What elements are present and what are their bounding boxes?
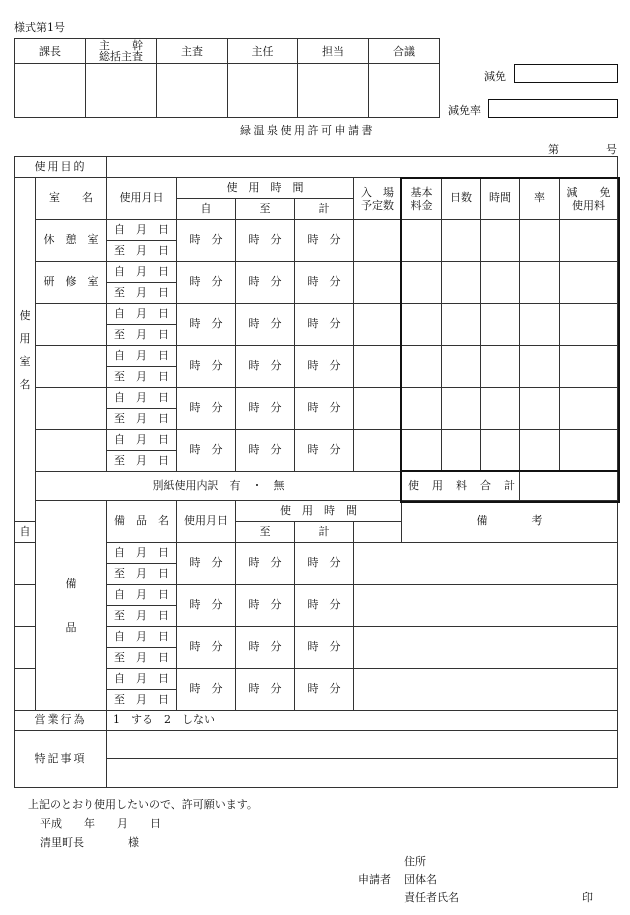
equipment-date-header: 使用月日 (177, 501, 236, 543)
approval-stamp-cell[interactable] (86, 64, 157, 118)
room-time-to[interactable]: 時 分 (236, 388, 295, 430)
equipment-name-cell[interactable] (15, 669, 36, 711)
room-fee-cell[interactable] (402, 262, 442, 304)
room-fee-cell[interactable] (520, 388, 560, 430)
room-fee-cell[interactable] (402, 304, 442, 346)
equipment-time-total[interactable]: 時 分 (295, 585, 354, 627)
equipment-time-total[interactable]: 時 分 (295, 627, 354, 669)
room-fee-cell[interactable] (560, 262, 618, 304)
room-date-to[interactable]: 至 月 日 (107, 367, 177, 388)
equipment-time-to[interactable]: 時 分 (236, 585, 295, 627)
address-label: 住所 (404, 855, 426, 868)
room-date-from[interactable]: 自 月 日 (107, 388, 177, 409)
equipment-name-cell[interactable] (15, 627, 36, 669)
equipment-time-total[interactable]: 時 分 (295, 669, 354, 711)
room-time-total[interactable]: 時 分 (295, 304, 354, 346)
room-fee-cell[interactable] (354, 430, 402, 472)
room-fee-cell[interactable] (402, 346, 442, 388)
room-date-from[interactable]: 自 月 日 (107, 220, 177, 241)
approval-header: 主 幹 総括主査 (86, 39, 157, 64)
room-fee-cell[interactable] (481, 262, 520, 304)
equipment-name-header: 備 品 名 (107, 501, 177, 543)
equipment-date-to[interactable]: 至 月 日 (107, 564, 177, 585)
room-fee-cell[interactable] (442, 220, 481, 262)
equipment-time-to[interactable]: 時 分 (236, 627, 295, 669)
fee-total-value[interactable] (520, 472, 618, 501)
room-fee-cell[interactable] (402, 220, 442, 262)
equipment-time-from[interactable]: 時 分 (177, 669, 236, 711)
reduced-fee-header: 減 免 使用料 (560, 178, 618, 220)
room-fee-cell[interactable] (354, 220, 402, 262)
reduction-input[interactable] (514, 64, 618, 83)
approval-table (14, 38, 440, 118)
room-fee-cell[interactable] (354, 262, 402, 304)
equipment-section-label (36, 501, 107, 711)
room-time-total[interactable]: 時 分 (295, 388, 354, 430)
room-name-cell[interactable]: 研 修 室 (36, 262, 107, 304)
room-fee-cell[interactable] (560, 220, 618, 262)
rate-header: 率 (520, 178, 560, 220)
room-time-to[interactable]: 時 分 (236, 262, 295, 304)
room-fee-cell[interactable] (442, 430, 481, 472)
room-date-from[interactable]: 自 月 日 (107, 304, 177, 325)
days-header: 日数 (442, 178, 481, 220)
business-options[interactable]: 1 する 2 しない (107, 711, 618, 731)
statement: 上記のとおり使用したいので、許可願います。 (28, 798, 258, 811)
room-date-to[interactable]: 至 月 日 (107, 283, 177, 304)
room-name-cell[interactable] (36, 430, 107, 472)
room-fee-cell[interactable] (481, 430, 520, 472)
date-line: 平成 年 月 日 (40, 817, 161, 830)
equipment-remarks-cell[interactable] (354, 585, 618, 627)
room-time-total[interactable]: 時 分 (295, 430, 354, 472)
responsible-label: 責任者氏名 (404, 891, 459, 904)
approval-header: 担当 (298, 39, 369, 64)
special-line-2[interactable] (107, 759, 618, 788)
applicant-label: 申請者 (358, 873, 391, 886)
room-time-to[interactable]: 時 分 (236, 304, 295, 346)
equipment-time-from[interactable]: 時 分 (177, 585, 236, 627)
equipment-date-to[interactable]: 至 月 日 (107, 690, 177, 711)
room-name-cell[interactable]: 休 憩 室 (36, 220, 107, 262)
time-to-header: 至 (236, 199, 295, 220)
equipment-time-to[interactable]: 時 分 (236, 669, 295, 711)
room-fee-cell[interactable] (520, 430, 560, 472)
equipment-date-from[interactable]: 自 月 日 (107, 669, 177, 690)
equipment-name-cell[interactable] (15, 585, 36, 627)
equipment-date-from[interactable]: 自 月 日 (107, 627, 177, 648)
room-fee-cell[interactable] (520, 304, 560, 346)
room-time-header: 使 用 時 間 (177, 178, 354, 199)
room-fee-cell[interactable] (481, 304, 520, 346)
room-fee-cell[interactable] (442, 262, 481, 304)
room-date-to[interactable]: 至 月 日 (107, 241, 177, 262)
equipment-date-to[interactable]: 至 月 日 (107, 648, 177, 669)
equipment-name-cell[interactable] (15, 543, 36, 585)
room-fee-cell[interactable] (442, 346, 481, 388)
room-name-cell[interactable] (36, 388, 107, 430)
room-fee-cell[interactable] (481, 388, 520, 430)
room-fee-cell[interactable] (481, 220, 520, 262)
equipment-date-from[interactable]: 自 月 日 (107, 585, 177, 606)
equipment-time-from-header: 自 (15, 522, 36, 543)
room-time-total[interactable]: 時 分 (295, 262, 354, 304)
equipment-remarks-cell[interactable] (354, 543, 618, 585)
room-fee-cell[interactable] (354, 388, 402, 430)
doc-number-go: 号 (606, 143, 617, 156)
approval-header: 課長 (15, 39, 86, 64)
equipment-remarks-cell[interactable] (354, 669, 618, 711)
equipment-time-to-header: 至 (236, 522, 295, 543)
room-name-header: 室 名 (36, 178, 107, 220)
room-name-cell[interactable] (36, 346, 107, 388)
fee-total-label: 使 用 料 合 計 (402, 472, 520, 501)
room-date-header: 使用月日 (107, 178, 177, 220)
room-fee-cell[interactable] (402, 430, 442, 472)
room-name-cell[interactable] (36, 304, 107, 346)
equipment-time-total-header: 計 (295, 522, 354, 543)
approval-header: 主任 (228, 39, 298, 64)
approval-header: 合議 (369, 39, 440, 64)
room-time-total[interactable]: 時 分 (295, 220, 354, 262)
fee-divider (400, 470, 620, 472)
room-fee-cell[interactable] (402, 388, 442, 430)
attendance-header: 入 場 予定数 (354, 178, 402, 220)
room-fee-cell[interactable] (354, 346, 402, 388)
room-date-to[interactable]: 至 月 日 (107, 409, 177, 430)
room-fee-cell[interactable] (520, 220, 560, 262)
room-date-from[interactable]: 自 月 日 (107, 430, 177, 451)
room-time-from[interactable]: 時 分 (177, 430, 236, 472)
room-fee-cell[interactable] (560, 388, 618, 430)
room-fee-cell[interactable] (560, 346, 618, 388)
group-label: 団体名 (404, 873, 437, 886)
equipment-time-header: 使 用 時 間 (236, 501, 402, 522)
purpose-label: 使用目的 (15, 157, 107, 178)
room-time-to[interactable]: 時 分 (236, 346, 295, 388)
special-label: 特記事項 (15, 731, 107, 788)
attachment-note[interactable]: 別紙使用内訳 有 ・ 無 (36, 472, 402, 501)
room-time-to[interactable]: 時 分 (236, 220, 295, 262)
seal-mark: 印 (582, 891, 593, 904)
addressee: 清里町長 様 (40, 836, 139, 849)
equipment-time-from[interactable]: 時 分 (177, 543, 236, 585)
room-time-from[interactable]: 時 分 (177, 346, 236, 388)
application-table (14, 156, 618, 788)
special-line-1[interactable] (107, 731, 618, 759)
room-fee-cell[interactable] (560, 304, 618, 346)
equipment-date-from[interactable]: 自 月 日 (107, 543, 177, 564)
hours-header: 時間 (481, 178, 520, 220)
reduction-rate-label: 減免率 (448, 104, 481, 117)
approval-stamp-cell[interactable] (298, 64, 369, 118)
room-date-from[interactable]: 自 月 日 (107, 262, 177, 283)
reduction-rate-input[interactable] (488, 99, 618, 118)
room-time-from[interactable]: 時 分 (177, 304, 236, 346)
approval-stamp-cell[interactable] (15, 64, 86, 118)
equipment-date-to[interactable]: 至 月 日 (107, 606, 177, 627)
reduction-label: 減免 (484, 70, 506, 83)
approval-stamp-cell[interactable] (228, 64, 298, 118)
room-fee-cell[interactable] (520, 346, 560, 388)
doc-number-dai: 第 (548, 143, 559, 156)
room-time-from[interactable]: 時 分 (177, 220, 236, 262)
rooms-section-label (15, 178, 36, 522)
page-title: 緑温泉使用許可申請書 (240, 124, 375, 137)
equipment-time-from[interactable]: 時 分 (177, 627, 236, 669)
business-label: 営業行為 (15, 711, 107, 731)
approval-stamp-cell[interactable] (157, 64, 228, 118)
form-number: 様式第1号 (14, 21, 65, 34)
equipment-time-total[interactable]: 時 分 (295, 543, 354, 585)
room-time-from[interactable]: 時 分 (177, 262, 236, 304)
equipment-remarks-cell[interactable] (354, 627, 618, 669)
equipment-section-text: 備品 (65, 576, 77, 634)
room-fee-cell[interactable] (520, 262, 560, 304)
approval-stamp-cell[interactable] (369, 64, 440, 118)
room-fee-cell[interactable] (481, 346, 520, 388)
room-fee-cell[interactable] (442, 304, 481, 346)
room-date-from[interactable]: 自 月 日 (107, 346, 177, 367)
time-from-header: 自 (177, 199, 236, 220)
room-fee-cell[interactable] (442, 388, 481, 430)
time-total-header: 計 (295, 199, 354, 220)
room-date-to[interactable]: 至 月 日 (107, 451, 177, 472)
equipment-time-to[interactable]: 時 分 (236, 543, 295, 585)
room-date-to[interactable]: 至 月 日 (107, 325, 177, 346)
base-fee-header: 基本 料金 (402, 178, 442, 220)
room-time-total[interactable]: 時 分 (295, 346, 354, 388)
room-time-from[interactable]: 時 分 (177, 388, 236, 430)
room-fee-cell[interactable] (354, 304, 402, 346)
remarks-header: 備 考 (402, 501, 618, 543)
room-time-to[interactable]: 時 分 (236, 430, 295, 472)
approval-header: 主査 (157, 39, 228, 64)
rooms-section-text: 使用室名 (19, 308, 31, 391)
purpose-input[interactable] (107, 157, 618, 178)
room-fee-cell[interactable] (560, 430, 618, 472)
